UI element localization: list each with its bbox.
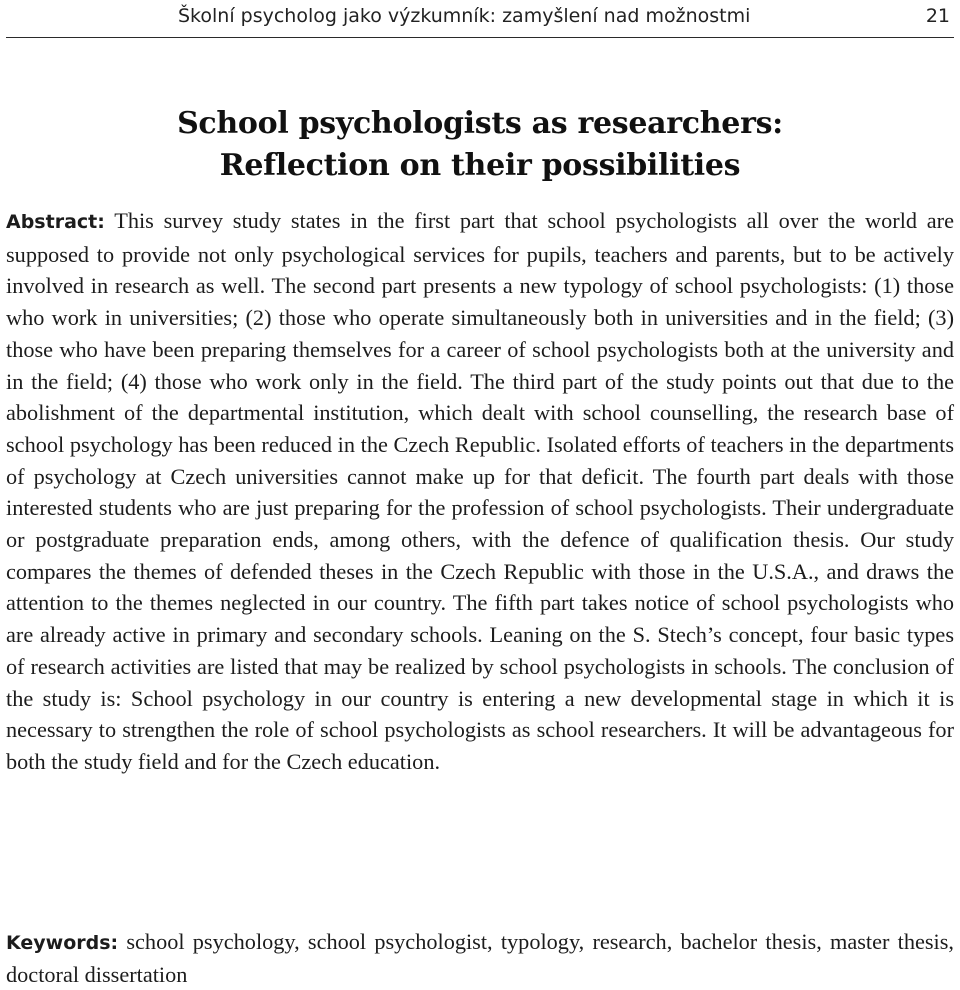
article-title-line-1: School psychologists as researchers:	[177, 106, 783, 141]
abstract-paragraph	[6, 205, 954, 778]
page-number: 21	[925, 5, 950, 27]
running-header	[6, 0, 954, 38]
article-title-line-2: Reflection on their possibilities	[219, 148, 741, 183]
abstract-label: Abstract:	[6, 211, 105, 233]
running-title: Školní psycholog jako výzkumník: zamyšlení nad možnostmi	[178, 5, 751, 27]
keywords-paragraph	[6, 926, 954, 990]
keywords-text: school psychology, school psychologist, typology, research, bachelor thesis, master thesis, doctoral dissertation	[6, 929, 954, 987]
abstract-text: This survey study states in the first part that school psychologists all over the world are supposed to provide not only psychological services for pupils, teachers and parents, but to be actively involved in research as well. The second part presents a new typology of school psychologists: (1) those who work in universities; (2) those who operate simultaneously both in universities and in the field; (3) those who have been preparing themselves for a career of school psychologists both at the university and in the field; (4) those who work only in the field. The third part of the study points out that due to the abolishment of the departmental institution, which dealt with school counselling, the research base of school psychology has been reduced in the Czech Republic. Isolated efforts of teachers in the departments of psychology at Czech universities cannot make up for that deficit. The fourth part deals with those interested students who are just preparing for the profession of school psychologists. Their undergraduate or postgraduate preparation ends, among others, with the defence of qualification thesis. Our study compares the themes of defended theses in the Czech Republic with those in the U.S.A., and draws the attention to the themes neglected in our country. The fifth part takes notice of school psychologists who are already active in primary and secondary schools. Leaning on the S. Stech’s concept, four basic types of research activities are listed that may be realized by school psychologists in schools. The conclusion of the study is: School psychology in our country is entering a new developmental stage in which it is necessary to strengthen the role of school psychologists as school researchers. It will be advantageous for both the study field and for the Czech education.	[6, 208, 955, 774]
article-title	[0, 103, 960, 187]
keywords-label: Keywords:	[6, 932, 119, 954]
